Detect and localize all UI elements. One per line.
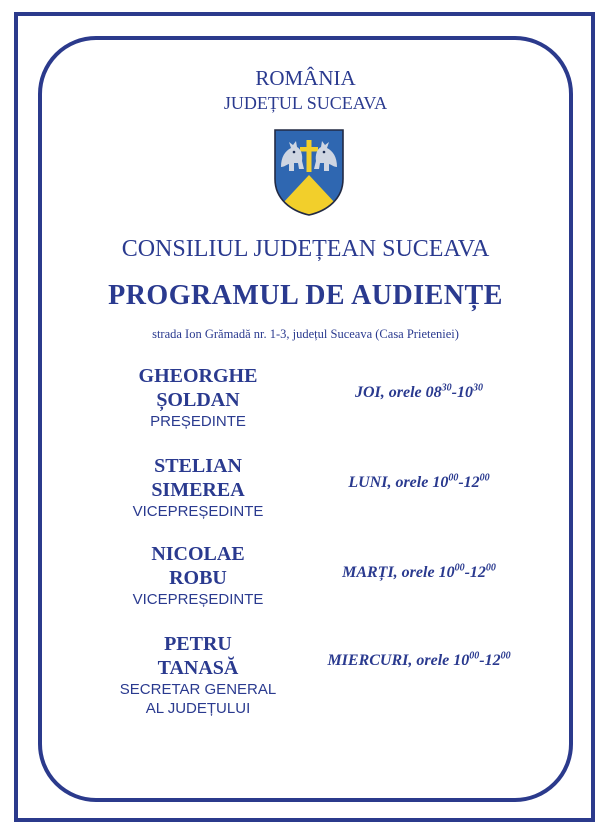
council-heading: CONSILIUL JUDEȚEAN SUCEAVA — [121, 236, 490, 262]
official-block — [80, 542, 316, 609]
end-hour: 12 — [463, 474, 480, 491]
end-minutes: 00 — [485, 562, 496, 574]
official-block — [80, 454, 316, 521]
start-minutes: 30 — [441, 382, 452, 394]
schedule-day: LUNI, orele — [348, 474, 433, 491]
start-minutes: 00 — [469, 650, 480, 662]
official-title-continued: AL JUDEȚULUI — [145, 700, 251, 717]
audience-schedule — [300, 474, 538, 492]
start-hour: 10 — [432, 474, 449, 491]
start-minutes: 00 — [448, 472, 459, 484]
official-title: VICEPREȘEDINTE — [132, 591, 264, 608]
start-hour: 10 — [453, 652, 470, 669]
official-title: PREȘEDINTE — [150, 413, 246, 430]
start-minutes: 00 — [454, 562, 465, 574]
end-hour: 12 — [484, 652, 501, 669]
official-last-name: ROBU — [169, 567, 227, 589]
county-heading: JUDEȚUL SUCEAVA — [223, 93, 388, 113]
time-separator: - — [479, 652, 485, 669]
time-separator: - — [458, 474, 464, 491]
start-hour: 10 — [438, 564, 455, 581]
audience-schedule — [300, 652, 538, 670]
time-separator: - — [451, 384, 457, 401]
official-last-name: ȘOLDAN — [156, 389, 240, 411]
end-minutes: 00 — [500, 650, 511, 662]
schedule-day: MIERCURI, orele — [327, 652, 454, 669]
start-hour: 08 — [425, 384, 442, 401]
end-hour: 10 — [456, 384, 473, 401]
official-first-name: PETRU — [164, 633, 232, 655]
end-hour: 12 — [469, 564, 486, 581]
official-first-name: NICOLAE — [151, 543, 245, 565]
official-block — [80, 364, 316, 431]
schedule-day: JOI, orele — [355, 384, 426, 401]
country-heading: ROMÂNIA — [255, 66, 356, 90]
official-last-name: SIMEREA — [151, 479, 245, 501]
official-title: SECRETAR GENERAL — [119, 681, 277, 698]
official-last-name: TANASĂ — [157, 657, 239, 679]
official-block — [80, 632, 316, 718]
official-title: VICEPREȘEDINTE — [132, 503, 264, 520]
official-first-name: STELIAN — [154, 455, 242, 477]
address-line: strada Ion Grămadă nr. 1-3, județul Suceava (Casa Prieteniei) — [152, 327, 459, 341]
end-minutes: 30 — [472, 382, 483, 394]
audience-schedule — [300, 564, 538, 582]
time-separator: - — [464, 564, 470, 581]
official-first-name: GHEORGHE — [138, 365, 258, 387]
county-crest-icon — [272, 127, 346, 217]
audience-schedule — [300, 384, 538, 402]
schedule-day: MARȚI, orele — [342, 564, 439, 581]
end-minutes: 00 — [479, 472, 490, 484]
program-title: PROGRAMUL DE AUDIENȚE — [108, 280, 503, 311]
